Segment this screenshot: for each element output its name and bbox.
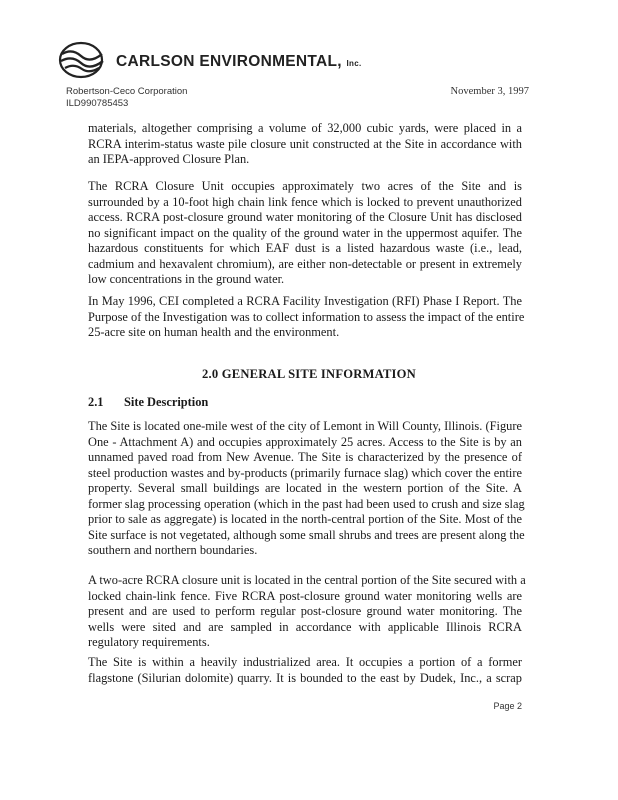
company-logo [57, 40, 107, 80]
epa-id: ILD990785453 [66, 98, 129, 109]
text-line: no significant impact on the quality of the ground water in the uppermost aquifer. The [88, 225, 522, 240]
text-line: an IEPA-approved Closure Plan. [88, 152, 250, 166]
text-line: low concentrations in the ground water. [88, 272, 285, 286]
text-line: hazardous constituents for which EAF dust is a listed hazardous waste (i.e., lead, [88, 241, 522, 255]
paragraph [88, 294, 525, 341]
text-line: former slag processing operation (which in the past had been used to crush and size slag [88, 496, 525, 511]
paragraph [88, 419, 525, 559]
recipient-block [66, 86, 187, 110]
text-line: locked chain-link fence. Five RCRA post-closure ground water monitoring wells are [88, 588, 522, 603]
text-line: access. RCRA post-closure ground water monitoring of the Closure Unit has disclosed [88, 210, 522, 224]
text-line: property. Several small buildings are located in the western portion of the Site. A [88, 481, 522, 495]
text-line: One - Attachment A) and occupies approximately 25 acres. Access to the Site is by an [88, 434, 522, 449]
text-line: southern and northern boundaries. [88, 543, 258, 557]
company-inc: Inc. [346, 59, 362, 68]
text-line: steel production wastes and by-products (primarily furnace slag) which cover the entire [88, 465, 522, 480]
section-heading: 2.0 GENERAL SITE INFORMATION [202, 367, 416, 381]
company-name-text: CARLSON ENVIRONMENTAL, [116, 53, 342, 70]
text-line: prior to sale as aggregate) is located in the north-central portion of the Site. Most of the [88, 512, 522, 526]
text-line: The Site is within a heavily industrialized area. It occupies a portion of a former [88, 655, 522, 669]
paragraph [88, 121, 522, 168]
paragraph [88, 655, 522, 686]
text-line: A two-acre RCRA closure unit is located in the central portion of the Site secured with a [88, 573, 526, 587]
text-line: present and are used to perform regular post-closure ground water monitoring. The [88, 604, 522, 618]
subsection-number: 2.1 [88, 395, 104, 409]
text-line: The RCRA Closure Unit occupies approximately two acres of the Site and is [88, 179, 522, 193]
paragraph [88, 573, 526, 651]
text-line: flagstone (Silurian dolomite) quarry. It is bounded to the east by Dudek, Inc., a scrap [88, 670, 522, 685]
text-line: cadmium and hexavalent chromium), are either non-detectable or present in extremely [88, 256, 522, 271]
client-name: Robertson-Ceco Corporation [66, 86, 188, 97]
text-line: Site surface is not vegetated, although some small shrubs and trees are present along the [88, 527, 525, 542]
text-line: In May 1996, CEI completed a RCRA Facility Investigation (RFI) Phase I Report. The [88, 294, 522, 308]
text-line: materials, altogether comprising a volume of 32,000 cubic yards, were placed in a [88, 121, 522, 135]
text-line: surrounded by a 10-foot high chain link fence which is locked to prevent unauthorized [88, 194, 522, 209]
company-name [116, 53, 362, 71]
subsection-title: Site Description [124, 395, 209, 409]
text-line: The Site is located one-mile west of the city of Lemont in Will County, Illinois. (Figure [88, 419, 522, 433]
text-line: 25-acre site on human health and the environment. [88, 325, 340, 339]
subsection-heading [88, 394, 208, 410]
text-line: RCRA interim-status waste pile closure unit constructed at the Site in accordance with [88, 136, 522, 151]
paragraph [88, 179, 522, 288]
text-line: regulatory requirements. [88, 635, 210, 649]
page-number: Page 2 [493, 701, 522, 711]
letter-date: November 3, 1997 [450, 86, 529, 97]
text-line: unnamed paved road from New Avenue. The Site is characterized by the presence of [88, 450, 522, 464]
text-line: Purpose of the Investigation was to collect information to assess the impact of the entire [88, 309, 525, 324]
text-line: wells were sited and are sampled in accordance with applicable Illinois RCRA [88, 619, 522, 634]
